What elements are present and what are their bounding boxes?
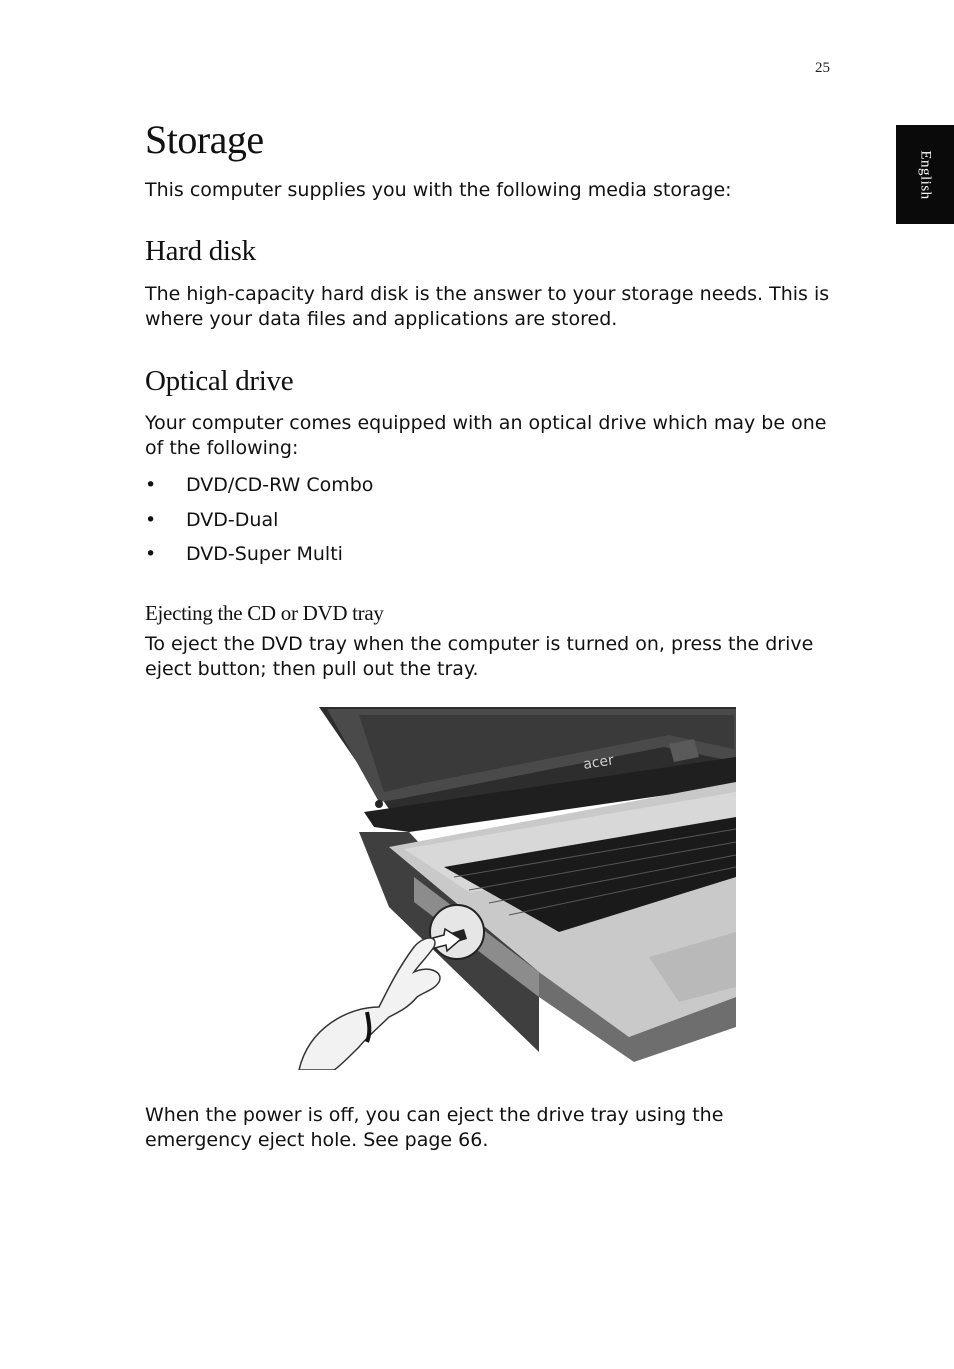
optical-drive-paragraph: Your computer comes equipped with an optical drive which may be one of the following: xyxy=(145,412,827,459)
hard-disk-heading: Hard disk xyxy=(145,235,256,267)
page-title: Storage xyxy=(145,117,264,162)
optical-drive-list xyxy=(145,473,373,577)
hard-disk-paragraph: The high-capacity hard disk is the answer to your storage needs. This is where your data files and applications are stored. xyxy=(145,283,830,330)
eject-tray-paragraph: To eject the DVD tray when the computer is turned on, press the drive eject button; then pull out the tray. xyxy=(145,633,814,680)
intro-paragraph: This computer supplies you with the following media storage: xyxy=(145,179,732,201)
list-item: • DVD-Super Multi xyxy=(145,542,373,577)
list-item: • DVD-Dual xyxy=(145,508,373,543)
emergency-eject-paragraph: When the power is off, you can eject the drive tray using the emergency eject hole. See page 66. xyxy=(145,1104,724,1151)
lid-latch xyxy=(375,800,383,808)
page-number: 25 xyxy=(815,60,830,76)
optical-drive-heading: Optical drive xyxy=(145,365,294,397)
laptop-eject-illustration xyxy=(239,707,736,1070)
list-item: • DVD/CD-RW Combo xyxy=(145,473,373,508)
language-tab-label: English xyxy=(917,149,934,200)
language-tab xyxy=(896,125,954,224)
hand-illustration xyxy=(299,938,440,1070)
eject-tray-heading: Ejecting the CD or DVD tray xyxy=(145,601,384,625)
acer-logo: acer xyxy=(582,752,615,773)
